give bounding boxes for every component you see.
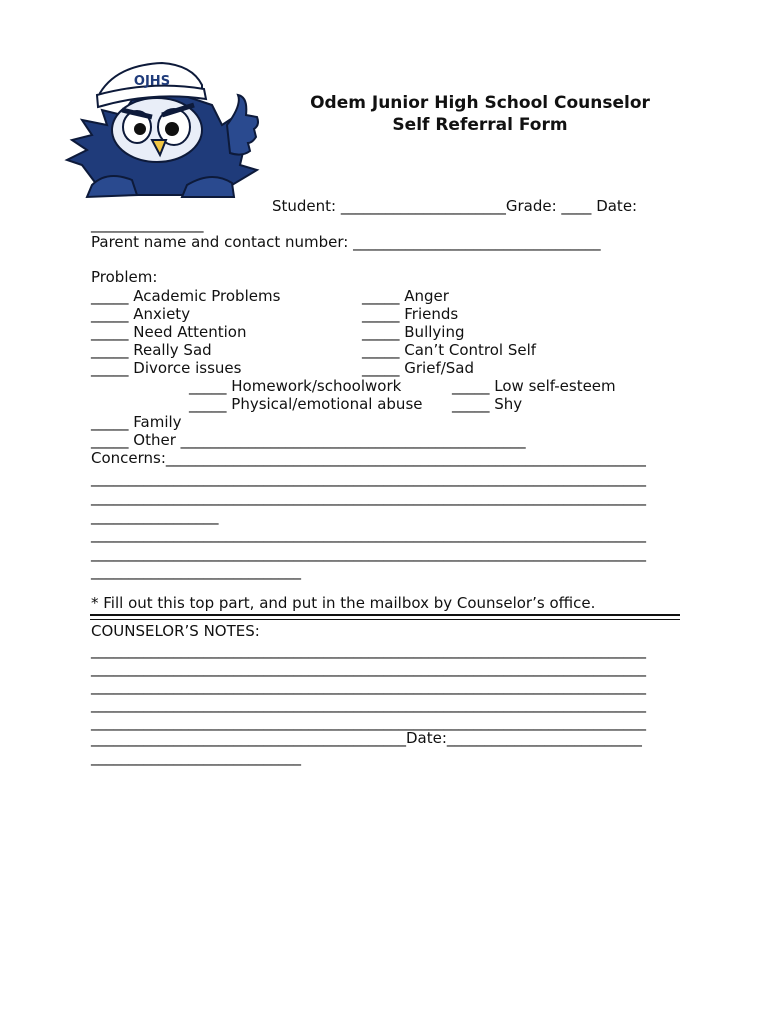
parent-contact-line[interactable]: Parent name and contact number: _________________________________ xyxy=(91,233,601,251)
concern-line[interactable]: _________________ xyxy=(91,507,219,525)
notes-line[interactable]: __________________________________________________________________________ xyxy=(91,641,646,659)
divider-rule xyxy=(90,614,680,616)
student-grade-date-line[interactable]: Student: ______________________Grade: ____ Date: xyxy=(272,197,638,215)
concern-line[interactable]: __________________________________________________________________________ xyxy=(91,525,646,543)
problem-item[interactable]: _____ Physical/emotional abuse xyxy=(189,395,423,413)
problem-item[interactable]: _____ Really Sad xyxy=(91,341,212,359)
problem-item[interactable]: _____ Can’t Control Self xyxy=(362,341,537,359)
counselor-notes-label: COUNSELOR’S NOTES: xyxy=(91,622,260,640)
instruction-text: * Fill out this top part, and put in the mailbox by Counselor’s office. xyxy=(91,594,596,612)
date-blank[interactable]: _______________ xyxy=(91,215,204,233)
problem-item[interactable]: _____ Anxiety xyxy=(91,305,191,323)
problem-label: Problem: xyxy=(91,268,158,286)
notes-line[interactable]: ____________________________ xyxy=(91,748,301,766)
problem-item-other[interactable]: _____ Other ______________________________________________ xyxy=(91,431,526,449)
problem-item[interactable]: _____ Academic Problems xyxy=(91,287,281,305)
divider-rule xyxy=(90,619,680,620)
problem-item[interactable]: _____ Homework/schoolwork xyxy=(189,377,402,395)
notes-line[interactable]: __________________________________________________________________________ xyxy=(91,713,646,731)
notes-line[interactable]: __________________________________________________________________________ xyxy=(91,695,646,713)
notes-line[interactable]: __________________________________________________________________________ xyxy=(91,677,646,695)
problem-item[interactable]: _____ Need Attention xyxy=(91,323,247,341)
logo-text: OJHS xyxy=(133,74,171,89)
concern-line[interactable]: __________________________________________________________________________ xyxy=(91,469,646,487)
school-owl-mascot-logo xyxy=(62,55,262,205)
problem-item[interactable]: _____ Shy xyxy=(452,395,523,413)
problem-item[interactable]: _____ Family xyxy=(91,413,182,431)
problem-item[interactable]: _____ Low self-esteem xyxy=(452,377,616,395)
form-subtitle: Self Referral Form xyxy=(392,115,568,135)
concern-line[interactable]: __________________________________________________________________________ xyxy=(91,544,646,562)
concerns-line[interactable]: Concerns:________________________________________________________________ xyxy=(91,449,646,467)
problem-item[interactable]: _____ Bullying xyxy=(362,323,465,341)
concern-line[interactable]: __________________________________________________________________________ xyxy=(91,488,646,506)
form-title: Odem Junior High School Counselor xyxy=(310,93,650,113)
concern-line[interactable]: ____________________________ xyxy=(91,562,301,580)
notes-date-line[interactable]: __________________________________________Date:__________________________ xyxy=(91,729,642,747)
notes-line[interactable]: __________________________________________________________________________ xyxy=(91,659,646,677)
problem-item[interactable]: _____ Anger xyxy=(362,287,449,305)
problem-item[interactable]: _____ Grief/Sad xyxy=(362,359,475,377)
problem-item[interactable]: _____ Divorce issues xyxy=(91,359,242,377)
problem-item[interactable]: _____ Friends xyxy=(362,305,459,323)
